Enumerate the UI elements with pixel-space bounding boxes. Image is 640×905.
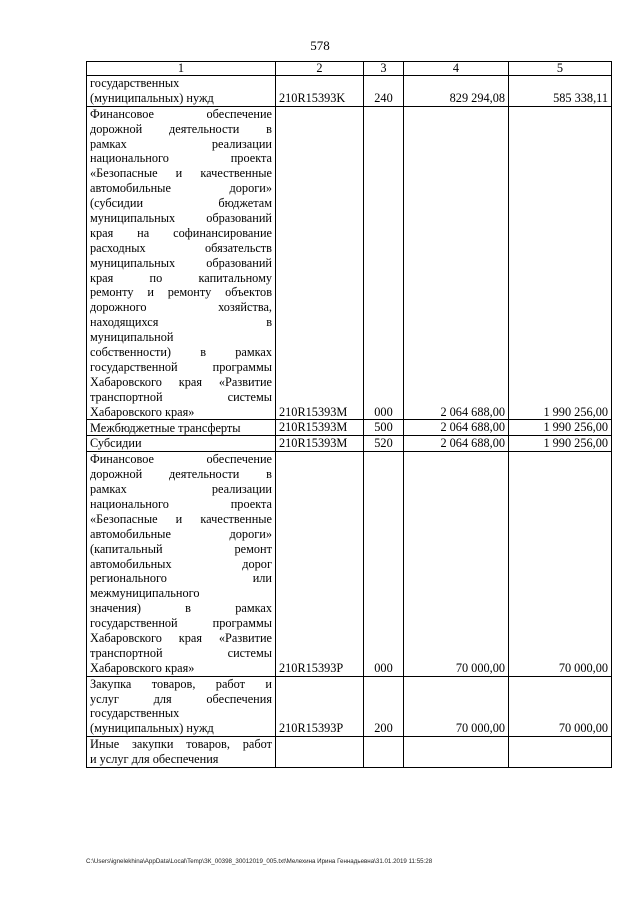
row-name-line: рамках реализации (90, 482, 272, 497)
row-value-1-cell: 70 000,00 (404, 676, 509, 737)
row-vr-cell: 500 (364, 420, 404, 436)
row-name-line: значения) в рамках (90, 601, 272, 616)
row-name-line: находящихся в (90, 315, 272, 330)
row-value-1-cell: 829 294,08 (404, 76, 509, 107)
row-name-line: Субсидии (90, 436, 142, 451)
header-cell-3: 3 (364, 62, 404, 76)
row-code-cell: 210R15393M (276, 106, 364, 420)
row-name-line: регионального или (90, 571, 272, 586)
row-name-line: Хабаровского края» (90, 404, 195, 419)
row-value-1-cell: 2 064 688,00 (404, 436, 509, 452)
row-name-cell (87, 737, 276, 768)
row-name-line: «Безопасные и качественные (90, 166, 272, 181)
row-name-line: рамках реализации (90, 136, 272, 151)
table-row (87, 676, 612, 737)
row-name-line: транспортной системы (90, 389, 272, 404)
row-name-cell (87, 452, 276, 676)
row-value-1-cell: 70 000,00 (404, 452, 509, 676)
row-name-line: Иные закупки товаров, работ (90, 737, 272, 752)
row-value-2-cell (509, 737, 612, 768)
row-name-cell (87, 76, 276, 107)
row-name-line: Хабаровского края «Развитие (90, 374, 272, 389)
row-value-2-cell: 70 000,00 (509, 452, 612, 676)
row-name-line: транспортной системы (90, 645, 272, 660)
row-vr-cell: 520 (364, 436, 404, 452)
table-header-row (87, 62, 612, 76)
page-number: 578 (310, 38, 330, 53)
row-name-line: муниципальной (90, 330, 174, 345)
row-name-line: расходных обязательств (90, 240, 272, 255)
row-vr-cell: 000 (364, 106, 404, 420)
row-name-line: Хабаровского края «Развитие (90, 630, 272, 645)
row-name-line: Финансовое обеспечение (90, 106, 272, 121)
table-row (87, 436, 612, 452)
row-name-line: Хабаровского края» (90, 660, 195, 675)
row-name-cell (87, 420, 276, 436)
row-vr-cell (364, 737, 404, 768)
row-name-line: Межбюджетные трансферты (90, 420, 241, 435)
row-value-1-cell (404, 737, 509, 768)
row-name-line: «Безопасные и качественные (90, 511, 272, 526)
row-value-2-cell: 585 338,11 (509, 76, 612, 107)
row-name-line: (муниципальных) нужд (90, 90, 214, 105)
row-name-line: края на софинансирование (90, 225, 272, 240)
row-value-2-cell: 70 000,00 (509, 676, 612, 737)
header-cell-2: 2 (276, 62, 364, 76)
row-vr-cell: 000 (364, 452, 404, 676)
row-name-line: дорожного хозяйства, (90, 300, 272, 315)
row-code-cell: 210R15393M (276, 436, 364, 452)
row-name-line: дорожной деятельности в (90, 121, 272, 136)
row-name-line: автомобильные дороги» (90, 181, 272, 196)
file-path-footer: C:\Users\ignelekhina\AppData\Local\Temp\ЗК_00398_30012019_005.txt\Мелехина Ирина Геннадьевна\31.01.2019 11:55:28 (86, 858, 433, 865)
row-name-line: (капитальный ремонт (90, 541, 272, 556)
row-value-2-cell: 1 990 256,00 (509, 420, 612, 436)
row-name-cell (87, 676, 276, 737)
table-row (87, 452, 612, 676)
row-name-line: муниципальных образований (90, 255, 272, 270)
row-name-line: дорожной деятельности в (90, 467, 272, 482)
row-code-cell: 210R15393M (276, 420, 364, 436)
row-name-line: ремонту и ремонту объектов (90, 285, 272, 300)
row-name-line: государственной программы (90, 359, 272, 374)
row-name-line: национального проекта (90, 151, 272, 166)
table-row (87, 76, 612, 107)
row-name-line: услуг для обеспечения (90, 691, 272, 706)
row-name-line: государственной программы (90, 616, 272, 631)
row-name-line: и услуг для обеспечения (90, 752, 219, 767)
header-cell-5: 5 (509, 62, 612, 76)
row-name-line: муниципальных образований (90, 211, 272, 226)
row-value-2-cell: 1 990 256,00 (509, 436, 612, 452)
row-code-cell: 210R15393P (276, 676, 364, 737)
budget-table (86, 61, 612, 768)
row-name-line: автомобильные дороги» (90, 526, 272, 541)
header-cell-1: 1 (87, 62, 276, 76)
row-code-cell: 210R15393P (276, 452, 364, 676)
row-name-line: государственных (90, 76, 180, 90)
header-cell-4: 4 (404, 62, 509, 76)
row-name-line: (субсидии бюджетам (90, 196, 272, 211)
row-name-line: собственности) в рамках (90, 345, 272, 360)
row-code-cell (276, 737, 364, 768)
row-name-cell (87, 106, 276, 420)
row-name-line: Финансовое обеспечение (90, 452, 272, 467)
row-value-2-cell: 1 990 256,00 (509, 106, 612, 420)
row-name-line: края по капитальному (90, 270, 272, 285)
row-vr-cell: 200 (364, 676, 404, 737)
row-name-line: автомобильных дорог (90, 556, 272, 571)
row-name-line: межмуниципального (90, 586, 200, 601)
row-value-1-cell: 2 064 688,00 (404, 106, 509, 420)
row-name-line: государственных (90, 706, 180, 721)
table-row (87, 737, 612, 768)
row-name-cell (87, 436, 276, 452)
table-row (87, 106, 612, 420)
row-value-1-cell: 2 064 688,00 (404, 420, 509, 436)
row-name-line: (муниципальных) нужд (90, 721, 214, 736)
table-row (87, 420, 612, 436)
row-name-line: Закупка товаров, работ и (90, 676, 272, 691)
row-vr-cell: 240 (364, 76, 404, 107)
row-code-cell: 210R15393K (276, 76, 364, 107)
row-name-line: национального проекта (90, 496, 272, 511)
